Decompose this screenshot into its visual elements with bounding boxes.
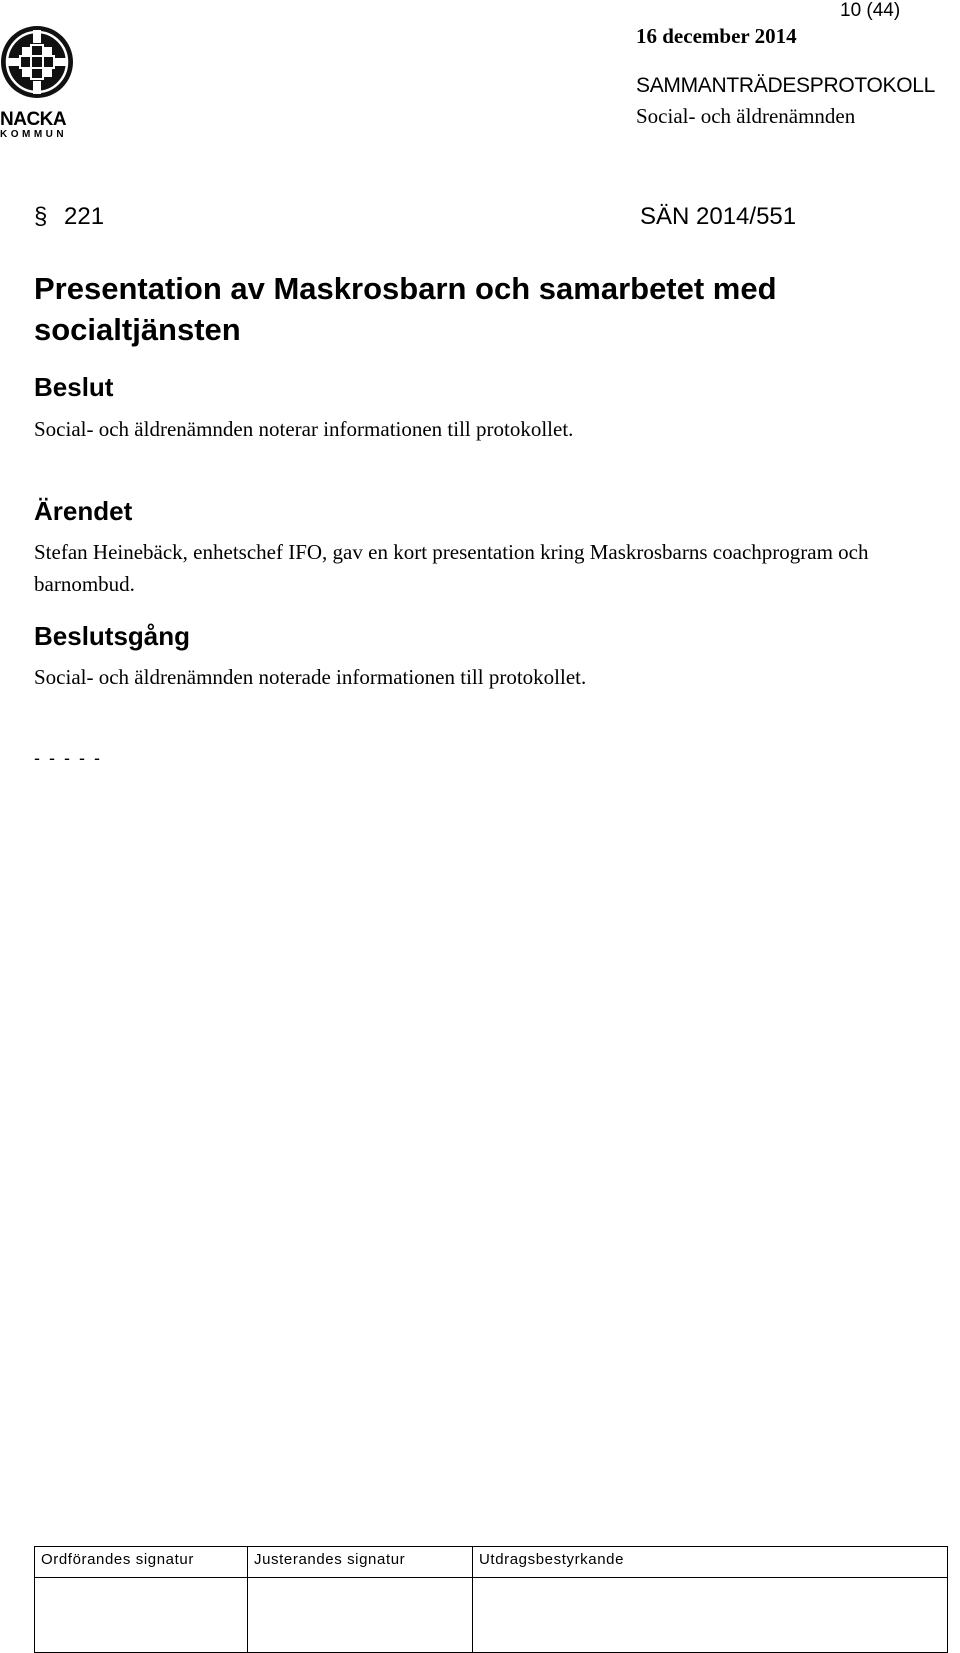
section-text-beslutsgang: Social- och äldrenämnden noterade informationen till protokollet. (34, 665, 587, 689)
chair-signature-label: Ordförandes signatur (35, 1547, 248, 1578)
paragraph-row (34, 203, 104, 231)
section-heading-arendet: Ärendet (34, 496, 133, 526)
nacka-kommun-logo (0, 20, 76, 140)
paragraph-sign: § (34, 203, 48, 230)
section-text-beslut: Social- och äldrenämnden noterar informationen till protokollet. (34, 417, 574, 441)
section-separator: - - - - - (34, 748, 102, 768)
logo-wordmark: NACKA (0, 109, 67, 130)
case-number: SÄN 2014/551 (640, 203, 797, 230)
nacka-emblem-icon (0, 20, 76, 100)
adjuster-signature-box (248, 1578, 473, 1653)
section-text-arendet: Stefan Heinebäck, enhetschef IFO, gav en kort presentation kring Maskrosbarns coachprogram och barnombud. (34, 540, 869, 596)
signature-table (34, 1546, 948, 1653)
page-title: Presentation av Maskrosbarn och samarbetet med socialtjänsten (34, 271, 777, 347)
adjuster-signature-label: Justerandes signatur (248, 1547, 473, 1578)
logo-subtext: KOMMUN (0, 129, 68, 140)
signature-header-row (35, 1547, 948, 1578)
page-number: 10 (44) (840, 0, 901, 21)
extract-certification-box (473, 1578, 948, 1653)
section-heading-beslut: Beslut (34, 372, 114, 402)
document-type: SAMMANTRÄDESPROTOKOLL (636, 74, 936, 97)
paragraph-number: 221 (64, 203, 105, 230)
meeting-date: 16 december 2014 (636, 24, 797, 48)
signature-blank-row (35, 1578, 948, 1653)
board-name: Social- och äldrenämnden (636, 104, 856, 128)
section-heading-beslutsgang: Beslutsgång (34, 621, 191, 651)
extract-certification-label: Utdragsbestyrkande (473, 1547, 948, 1578)
chair-signature-box (35, 1578, 248, 1653)
